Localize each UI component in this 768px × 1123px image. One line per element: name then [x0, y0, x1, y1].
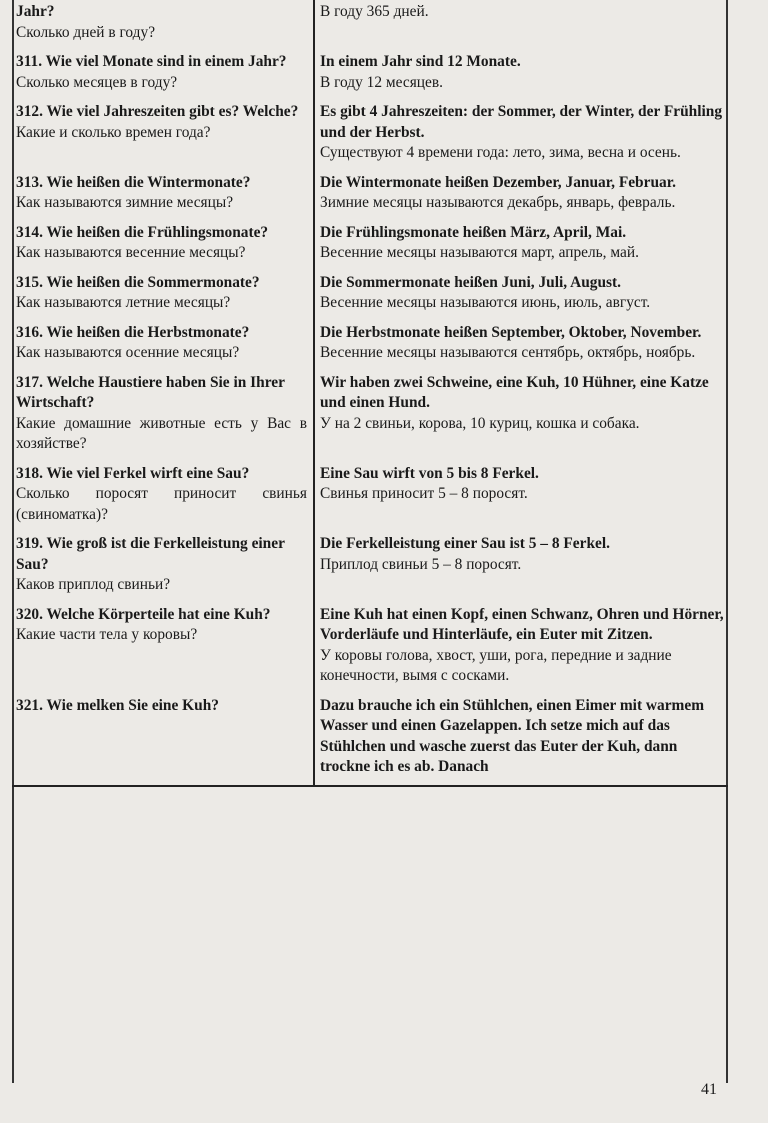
answer-russian: В году 365 дней. [320, 3, 429, 20]
question-german: Wie melken Sie eine Kuh? [46, 696, 219, 714]
question-russian: Какие части тела у коровы? [16, 626, 198, 643]
page-number: 41 [701, 1081, 717, 1098]
qa-row [12, 603, 728, 694]
answer-cell [314, 271, 728, 321]
question-cell [12, 321, 314, 371]
qa-row [12, 271, 728, 321]
qa-table [12, 0, 728, 787]
question-german: Wie heißen die Frühlingsmonate? [46, 223, 269, 241]
question-cell [12, 371, 314, 462]
question-number: 317. [16, 373, 47, 391]
answer-cell [314, 321, 728, 371]
answer-german: Es gibt 4 Jahreszeiten: der Sommer, der Winter, der Frühling und der Herbst. [320, 103, 723, 141]
answer-cell [314, 603, 728, 694]
question-german-line [16, 173, 307, 194]
qa-row [12, 221, 728, 271]
question-number: 316. [16, 323, 47, 341]
question-german-line [16, 534, 307, 575]
answer-german: In einem Jahr sind 12 Monate. [320, 53, 521, 70]
answer-cell [314, 371, 728, 462]
question-cell [12, 694, 314, 786]
answer-russian: Зимние месяцы называются декабрь, январь, февраль. [320, 194, 676, 211]
question-german-line [16, 2, 307, 23]
question-russian: Как называются зимние месяцы? [16, 194, 234, 211]
question-cell [12, 462, 314, 533]
question-german: Wie heißen die Sommermonate? [46, 273, 260, 291]
answer-german: Die Herbstmonate heißen September, Oktober, November. [320, 323, 702, 341]
question-german-line [16, 223, 307, 244]
qa-row [12, 321, 728, 371]
question-number: 312. [16, 103, 47, 120]
qa-row [12, 0, 728, 50]
question-russian: Как называются осенние месяцы? [16, 344, 240, 361]
question-number: 313. [16, 173, 47, 191]
question-russian: Какие и сколько времен года? [16, 123, 211, 141]
question-number: 314. [16, 223, 47, 241]
qa-row [12, 50, 728, 100]
question-german: Wie viel Jahreszeiten gibt es? Welche? [46, 103, 299, 120]
question-russian: Сколько месяцев в году? [16, 73, 178, 91]
answer-german: Die Ferkelleistung einer Sau ist 5 – 8 Ferkel. [320, 535, 610, 552]
question-russian: Сколько дней в году? [16, 23, 156, 41]
answer-russian: Весенние месяцы называются сентябрь, октябрь, ноябрь. [320, 344, 696, 361]
question-german-line [16, 273, 307, 294]
question-russian: Как называются весенние месяцы? [16, 244, 246, 261]
answer-russian: Приплод свиньи 5 – 8 поросят. [320, 555, 522, 573]
question-german-line [16, 464, 307, 485]
answer-german: Dazu brauche ich ein Stühlchen, einen Eimer mit warmem Wasser und einen Gazelappen. Ich setze mich auf das Stühlchen und wasche zuerst das Euter der Kuh, dann trockne ich es ab. Danach [320, 696, 705, 775]
answer-russian: У коровы голова, хвост, уши, рога, передние и задние конечности, вымя с сосками. [320, 646, 672, 684]
question-number: 319. [16, 535, 47, 552]
question-cell [12, 271, 314, 321]
question-german: Wie viel Ferkel wirft eine Sau? [46, 464, 250, 482]
answer-cell [314, 100, 728, 171]
question-german-line [16, 373, 307, 414]
question-number: 311. [16, 53, 46, 70]
qa-row [12, 371, 728, 462]
question-german: Wie groß ist die Ferkelleistung einer Sau? [16, 535, 285, 573]
answer-cell [314, 532, 728, 603]
question-number: 320. [16, 605, 47, 623]
question-russian: Сколько поросят приносит свинья (свиноматка)? [16, 485, 307, 523]
question-number: 315. [16, 273, 47, 291]
question-german: Welche Körperteile hat eine Kuh? [46, 605, 271, 623]
answer-cell [314, 462, 728, 533]
answer-cell [314, 50, 728, 100]
answer-german: Eine Sau wirft von 5 bis 8 Ferkel. [320, 464, 539, 482]
qa-row [12, 532, 728, 603]
question-german-line [16, 696, 307, 717]
question-number: 318. [16, 464, 47, 482]
answer-german: Wir haben zwei Schweine, eine Kuh, 10 Hühner, eine Katze und einen Hund. [320, 373, 709, 411]
answer-cell [314, 171, 728, 221]
qa-row [12, 694, 728, 786]
question-german: Wie viel Monate sind in einem Jahr? [45, 53, 287, 70]
question-russian: Каков приплод свиньи? [16, 576, 171, 593]
question-cell [12, 50, 314, 100]
answer-russian: Весенние месяцы называются март, апрель, май. [320, 244, 639, 261]
question-cell [12, 603, 314, 694]
qa-row [12, 100, 728, 171]
question-german-line [16, 102, 307, 123]
qa-row [12, 171, 728, 221]
question-cell [12, 100, 314, 171]
question-german: Wie heißen die Wintermonate? [46, 173, 251, 191]
question-number: 321. [16, 696, 47, 714]
question-cell [12, 171, 314, 221]
question-german: Jahr? [16, 3, 55, 20]
answer-cell [314, 0, 728, 50]
question-german: Wie heißen die Herbstmonate? [46, 323, 250, 341]
question-german-line [16, 323, 307, 344]
question-cell [12, 0, 314, 50]
answer-russian: Свинья приносит 5 – 8 поросят. [320, 485, 528, 502]
question-russian: Какие домашние животные есть у Вас в хозяйстве? [16, 414, 307, 452]
question-cell [12, 532, 314, 603]
answer-cell [314, 221, 728, 271]
qa-row [12, 462, 728, 533]
answer-russian: У на 2 свиньи, корова, 10 куриц, кошка и собака. [320, 414, 640, 432]
answer-german: Die Sommermonate heißen Juni, Juli, August. [320, 273, 621, 291]
question-german: Welche Haustiere haben Sie in Ihrer Wirtschaft? [16, 373, 285, 411]
answer-german: Die Frühlingsmonate heißen März, April, Mai. [320, 223, 627, 241]
question-german-line [16, 605, 307, 626]
answer-german: Eine Kuh hat einen Kopf, einen Schwanz, Ohren und Hörner, Vorderläufe und Hinterläufe, ein Euter mit Zitzen. [320, 605, 724, 643]
question-russian: Как называются летние месяцы? [16, 294, 231, 311]
answer-german: Die Wintermonate heißen Dezember, Januar, Februar. [320, 173, 676, 191]
question-german-line [16, 52, 307, 73]
answer-russian: Весенние месяцы называются июнь, июль, август. [320, 294, 651, 311]
qa-table-body [12, 0, 728, 786]
answer-russian: В году 12 месяцев. [320, 73, 443, 91]
answer-russian: Существуют 4 времени года: лето, зима, весна и осень. [320, 144, 681, 161]
question-cell [12, 221, 314, 271]
answer-cell [314, 694, 728, 786]
